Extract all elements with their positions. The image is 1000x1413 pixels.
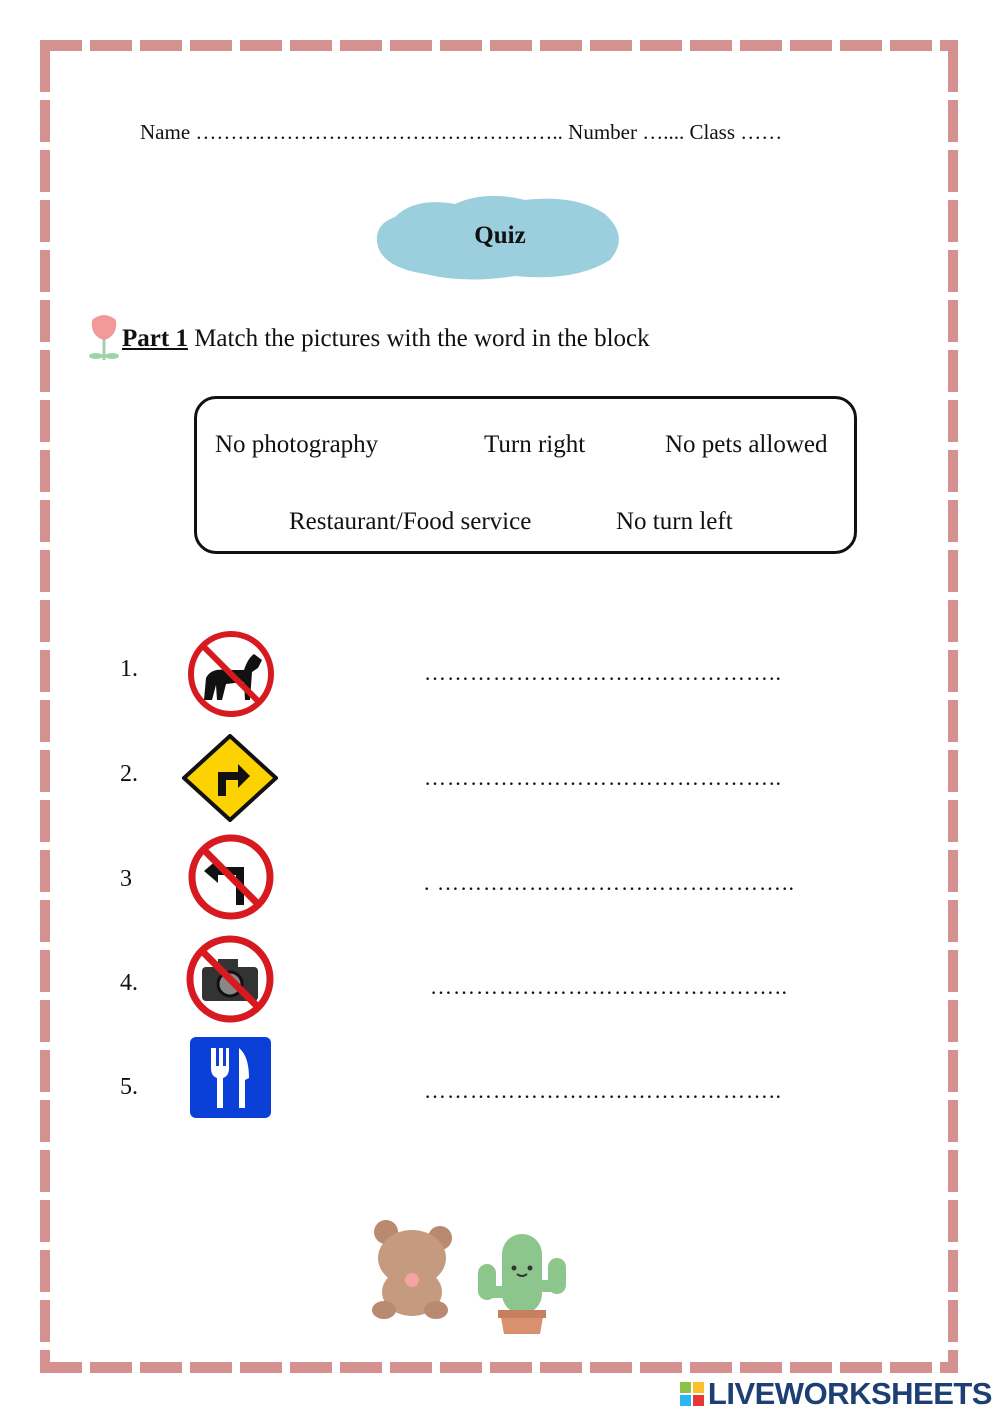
item-number: 2. (120, 761, 138, 787)
border-right (948, 50, 958, 1365)
name-field[interactable]: …………………………………………….. (195, 120, 563, 144)
turn-right-sign-icon (182, 734, 278, 822)
word-option: No turn left (616, 508, 733, 535)
border-top (40, 40, 958, 51)
word-option: Turn right (484, 431, 586, 458)
item-number: 3 (120, 866, 132, 892)
item-number: 5. (120, 1074, 138, 1100)
part1-instruction: Match the pictures with the word in the block (194, 325, 650, 352)
no-pets-sign-icon (186, 630, 276, 718)
word-bank (194, 396, 857, 554)
restaurant-sign-icon (189, 1036, 272, 1119)
student-info-line (140, 120, 782, 145)
answer-field[interactable]: ……………………………………….. (424, 1078, 782, 1103)
name-label: Name (140, 120, 191, 144)
answer-field[interactable]: ……………………………………….. (430, 974, 788, 999)
border-left (40, 50, 50, 1365)
answer-field[interactable]: ……………………………………….. (424, 765, 782, 790)
quiz-title: Quiz (474, 222, 526, 249)
part1-heading (122, 325, 650, 353)
no-photography-sign-icon (184, 935, 276, 1023)
word-option: No pets allowed (665, 431, 828, 458)
word-option: Restaurant/Food service (289, 508, 532, 535)
cactus-icon (474, 1228, 570, 1338)
class-field[interactable]: …… (740, 120, 783, 144)
answer-field[interactable]: . ……………………………………….. (424, 870, 795, 895)
part1-label: Part 1 (122, 325, 188, 352)
border-bottom (40, 1362, 958, 1373)
class-label: Class (689, 120, 735, 144)
liveworksheets-logo (680, 1376, 992, 1412)
live-logo-icon (680, 1382, 704, 1406)
item-number: 4. (120, 970, 138, 996)
tulip-icon (86, 310, 122, 364)
teddy-bear-icon (366, 1218, 458, 1320)
number-field[interactable]: ….... (642, 120, 685, 144)
word-option: No photography (215, 431, 379, 458)
answer-field[interactable]: ……………………………………….. (424, 660, 782, 685)
no-left-turn-sign-icon (186, 833, 276, 921)
watermark-text: LIVEWORKSHEETS (707, 1376, 992, 1411)
number-label: Number (568, 120, 637, 144)
item-number: 1. (120, 656, 138, 682)
